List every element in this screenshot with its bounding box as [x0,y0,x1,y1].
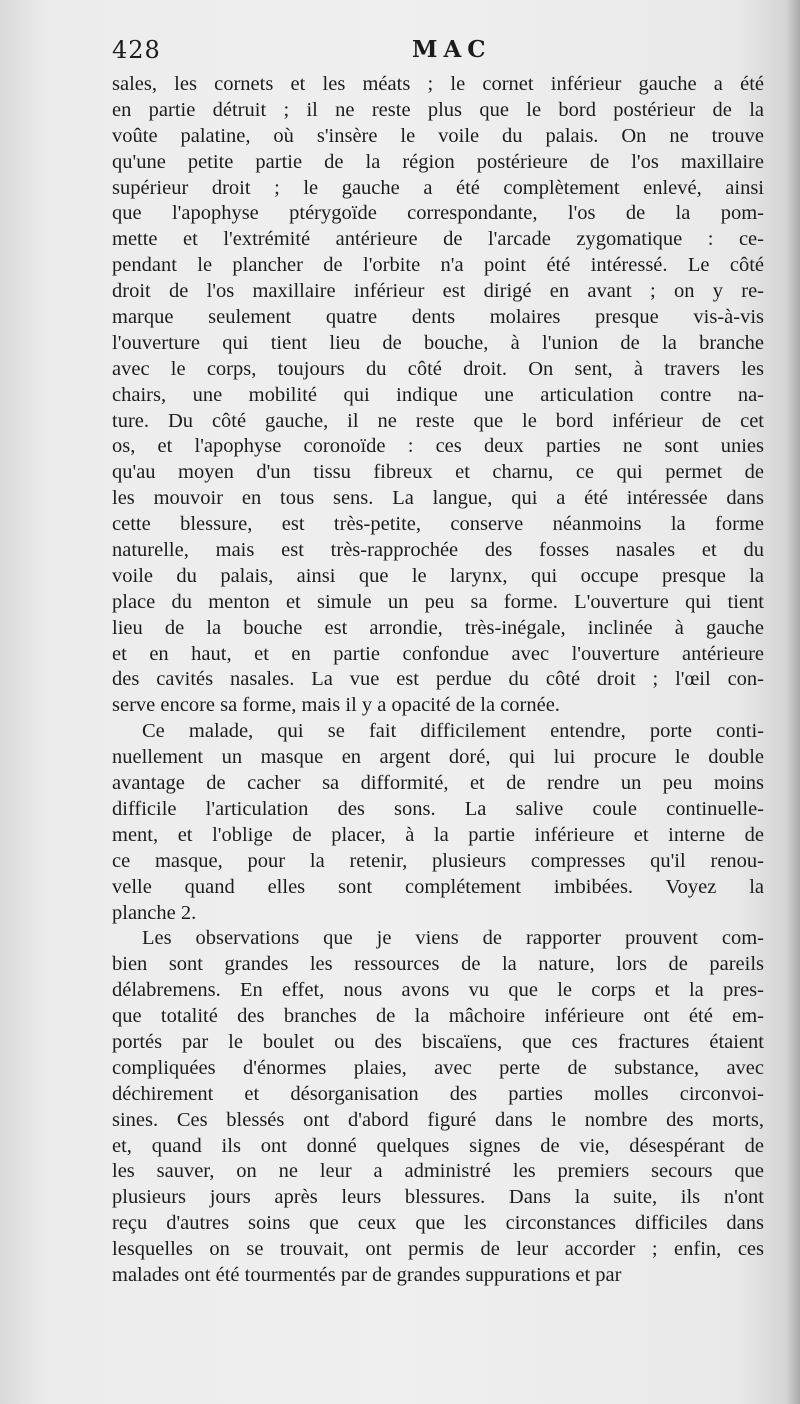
text-line: mette et l'extrémité antérieure de l'arcade zygomatique : ce- [112,228,764,251]
paragraph [112,719,764,926]
text-line: en partie détruit ; il ne reste plus que le bord postérieur de la [112,98,764,121]
text-line: des cavités nasales. La vue est perdue du côté droit ; l'œil con- [112,668,764,691]
text-line: que l'apophyse ptérygoïde correspondante, l'os de la pom- [112,202,764,225]
text-line: velle quand elles sont complétement imbibées. Voyez la [112,875,764,898]
text-line: supérieur droit ; le gauche a été complètement enlevé, ainsi [112,176,764,199]
page-header [112,36,760,66]
text-line: place du menton et simule un peu sa forme. L'ouverture qui tient [112,590,764,613]
text-line: marque seulement quatre dents molaires presque vis-à-vis [112,306,764,329]
text-line: avec le corps, toujours du côté droit. On sent, à travers les [112,357,764,380]
text-line: difficile l'articulation des sons. La salive coule continuelle- [112,797,764,820]
text-line: lieu de la bouche est arrondie, très-inégale, inclinée à gauche [112,616,764,639]
text-line: bien sont grandes les ressources de la nature, lors de pareils [112,953,764,976]
text-line: voûte palatine, où s'insère le voile du palais. On ne trouve [112,124,764,147]
text-line: voile du palais, ainsi que le larynx, qui occupe presque la [112,564,764,587]
text-line: droit de l'os maxillaire inférieur est dirigé en avant ; on y re- [112,280,764,303]
text-line: que totalité des branches de la mâchoire inférieure ont été em- [112,1005,764,1028]
text-line: chairs, une mobilité qui indique une articulation contre na- [112,383,764,406]
text-line: planche 2. [112,901,197,924]
text-line: délabremens. En effet, nous avons vu que le corps et la pres- [112,979,764,1002]
text-line: ture. Du côté gauche, il ne reste que le bord inférieur de cet [112,409,764,432]
text-line: qu'une petite partie de la région postérieure de l'os maxillaire [112,150,764,173]
text-line: avantage de cacher sa difformité, et de rendre un peu moins [112,772,764,795]
text-line: pendant le plancher de l'orbite n'a point été intéressé. Le côté [112,254,764,277]
text-line: ment, et l'oblige de placer, à la partie inférieure et interne de [112,823,764,846]
text-line: malades ont été tourmentés par de grandes suppurations et par [112,1263,622,1286]
body-text [112,72,764,1289]
text-line: reçu d'autres soins que ceux que les circonstances difficiles dans [112,1212,764,1235]
running-head: MAC [412,36,492,63]
text-line: Les observations que je viens de rapporter prouvent com- [142,927,764,950]
text-line: déchirement et désorganisation des parties molles circonvoi- [112,1082,764,1105]
text-line: lesquelles on se trouvait, ont permis de leur accorder ; enfin, ces [112,1238,764,1261]
text-line: compliquées d'énormes plaies, avec perte de substance, avec [112,1056,764,1079]
text-line: cette blessure, est très-petite, conserve néanmoins la forme [112,513,764,536]
page-number: 428 [112,36,161,64]
text-line: plusieurs jours après leurs blessures. Dans la suite, ils n'ont [112,1186,764,1209]
text-line: portés par le boulet ou des biscaïens, que ces fractures étaient [112,1030,764,1053]
text-line: nuellement un masque en argent doré, qui lui procure le double [112,746,764,769]
text-line: les sauver, on ne leur a administré les premiers secours que [112,1160,764,1183]
page-spine-shadow [786,0,800,1404]
text-line: os, et l'apophyse coronoïde : ces deux parties ne sont unies [112,435,764,458]
paragraph [112,72,764,719]
text-line: naturelle, mais est très-rapprochée des fosses nasales et du [112,539,764,562]
paragraph [112,926,764,1288]
text-line: serve encore sa forme, mais il y a opacité de la cornée. [112,694,560,717]
text-line: Ce malade, qui se fait difficilement entendre, porte conti- [142,720,764,743]
text-line: sales, les cornets et les méats ; le cornet inférieur gauche a été [112,73,764,95]
text-line: les mouvoir en tous sens. La langue, qui a été intéressée dans [112,487,764,510]
text-line: sines. Ces blessés ont d'abord figuré dans le nombre des morts, [112,1108,764,1131]
text-line: l'ouverture qui tient lieu de bouche, à l'union de la branche [112,331,764,354]
text-line: qu'au moyen d'un tissu fibreux et charnu, ce qui permet de [112,461,764,484]
text-line: ce masque, pour la retenir, plusieurs compresses qu'il renou- [112,849,764,872]
text-line: et en haut, et en partie confondue avec l'ouverture antérieure [112,642,764,665]
text-line: et, quand ils ont donné quelques signes de vie, désespérant de [112,1134,764,1157]
